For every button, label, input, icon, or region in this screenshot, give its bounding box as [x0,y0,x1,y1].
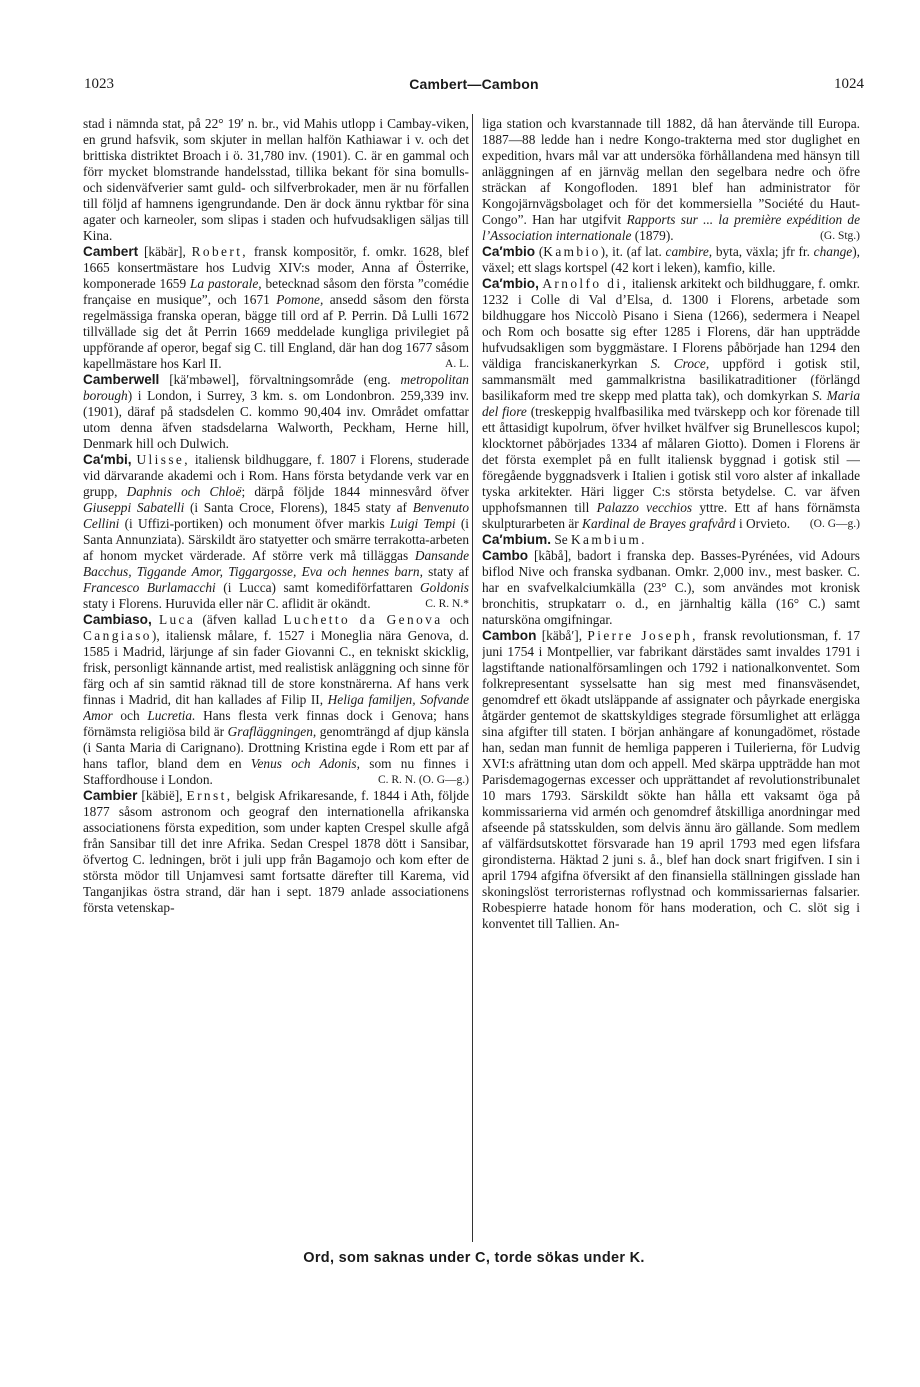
footer-note: Ord, som saknas under C, torde sökas under K. [303,1250,645,1266]
entry-camberwell: Camberwell [kä′mbəwel], förvaltningsområde (eng. metropolitan borough) i London, i Surrey, 3 km. s. om Londonbron. 259,339 inv. (1901), däraf på stadsdelen C. kommo 90,404 inv. Området omfattar utom denna äfven stadsdelarna Walworth, Peckham, Herne hill, Denmark hill och Dulwich. [83,372,469,451]
entry-cambier: Cambier [käbië], Ernst, belgisk Afrikaresande, f. 1844 i Ath, följde 1877 såsom astronom och geograf den internationella afrikanska associationens första expedition, som under kapten Crespel skulle afgå från Sansibar till det inre Afrika. Sedan Crespel 1878 dött i Sansibar, öfvertog C. ledningen, bröt i juli upp från Bagamojo och kom efter de största mödor till Unjamvesi samt fortsatte därefter till Karema, vid Tanganjikas östra strand, där han i sept. 1879 anlade associationens första vetenskap- [83,788,469,915]
running-title: Cambert—Cambon [409,76,539,92]
entry-headword: Cambier [83,788,138,803]
entry-headword: Camberwell [83,372,160,387]
author-signature: (O. G—g.) [809,518,860,530]
continued-paragraph: liga station och kvarstannade till 1882, då han återvände till Europa. 1887—88 ledde han i nedre Kongo-trakterna med stor duglighet en expedition, hvars mål var att undersöka förhållandena med hänsyn till anläggningen af en järnväg mellan den segelbara nedre och öfre sträckan af Kongofloden. 1891 blef han administrator för Kongojärnvägsbolaget och för det kommersiella ”Société du Haut-Congo”. Han har utgifvit Rapports sur ... la première expédition de l’Association internationale (1879). (G. Stg.) [482,116,860,243]
entry-headword: Ca′mbio [482,244,536,259]
entry-cambi: Ca′mbi, Ulisse, italiensk bildhuggare, f. 1807 i Florens, studerade vid därvarande akademi och i Rom. Hans första betydande verk var en grupp, Daphnis och Chloë; därpå följde 1844 minnesvård öfver Giuseppi Sabatelli (i Santa Croce, Florens), 1845 staty af Benvenuto Cellini (i Uffizi-portiken) och monument öfver markis Luigi Tempi (i Santa Annunziata). Särskildt äro statyetter och smärre terrakotta-arbeten af honom mycket värderade. Af större verk må tilläggas Dansande Bacchus, Tiggande Amor, Tiggargosse, Eva och hennes barn, staty af Francesco Burlamacchi (i Lucca) samt komediförfattaren Goldonis staty i Florens. Huruvida eller när C. aflidit är okändt. C. R. N.* [83,452,469,611]
author-signature: (G. Stg.) [820,230,860,242]
entry-cambio-card-game: Ca′mbio (Kambio), it. (af lat. cambire, byta, växla; jfr fr. change), växel; ett slags kortspel (42 kort i leken), kamfio, kille. [482,244,860,275]
entry-headword: Cambiaso, [83,612,152,627]
entry-headword: Cambo [482,548,529,563]
continued-paragraph: stad i nämnda stat, på 22° 19′ n. br., vid Mahis utlopp i Cambay-viken, en grund hafsvik, som skjuter in mellan halfön Kathiawar i v. och det brittiska distriktet Broach i ö. 31,780 inv. (1901). C. är en gammal och förr mycket blomstrande handelsstad, tillika bekant för sina bomulls- och sidenväfverier samt guld- och silfverbrokader, men är nu förfallen till följd af hamnens igengrundande. Den är dock ännu ryktbar för sina agater och karneoler, som slipas i staden och hufvudsakligen säljas till Kina. [83,116,469,243]
author-signature: C. R. N.* [425,598,469,610]
entry-headword: Ca′mbio, [482,276,539,291]
entry-headword: Cambon [482,628,537,643]
entry-cambon: Cambon [käbå′], Pierre Joseph, fransk revolutionsman, f. 17 juni 1754 i Montpellier, var fabrikant därstädes samt invaldes 1791 i lagstiftande nationalförsamlingen och 1792 i nationalkonventet. Som folkrepresentant sysselsatte han sig mest med finansväsendet, genomdref ett ökadt utsläppande af assignater och påyrkade energiska åtgärder gentemot de skattskyldiges stegrade försumlighet att erlägga sina afgifter till staten. I början anhängare af konungadömet, röstade han, sedan man funnit de hemliga papperen i Tuilerierna, för Ludvig XVI:s afrättning utan dom och appell. Med skärpa uppträdde han mot Parisdemagogernas excesser och upprättandet af revolutionstribunalet 10 mars 1793. Särskildt sökte han hålla ett vaksamt öga på kommissarierna vid armén och genomdref åtskilliga anordningar med afseende på statsskulden, som delvis ännu äro gällande. Som medlem af välfärdsutskottet försvarade han 19 april 1793 med egen lifsfara girondisterna. Häktad 2 juni s. å., blef han dock snart frigifven. I sin i april 1794 afgifna öfversikt af den finansiella ställningen gisslade han skoningslöst terroristernas roflystnad och kommissariernas falsarier. Robespierre hatade honom för hans moderation, och C. slöt sig i konventet till Tallien. An- [482,628,860,931]
page-number-left: 1023 [84,76,114,92]
entry-cambo: Cambo [kãbå], badort i franska dep. Basses-Pyrénées, vid Adours biflod Nive och franska sydbanan. Omkr. 2,000 inv., mest basker. C. har en svafvelkalciumkälla (23° C.), som användes mot kronisk bronchitis, strupkatarr o. d., en järnhaltig källa (16° C.) samt natursköna omgifningar. [482,548,860,627]
column-divider [472,114,473,1242]
left-column [83,116,469,1242]
entry-cambio-arnolfo: Ca′mbio, Arnolfo di, italiensk arkitekt och bildhuggare, f. omkr. 1232 i Colle di Val d’Elsa, d. 1300 i Florens, arbetade som bildhuggare hos Niccolò Pisano i Siena (1266), sedermera i Neapel och Rom och bosatte sig efter 1285 i Florens, där han uppträdde hufvudsakligen som byggmästare. I Florens påbörjade han 1294 den väldiga franciskanerkyrkan S. Croce, uppförd i gotisk stil, sammansmält med gammalkristna basilikatraditioner (förlängd basilikaform med tre skepp med platta tak), och domkyrkan S. Maria del fiore (treskeppig hvalfbasilika med tvärskepp och kor förenade till ett åttasidigt kupolrum, öfver hvilket hvälfver sig Brunellescos kupol; klocktornet påbörjades 1334 af målaren Giotto). Domen i Florens är det första exemplet på en fullt italiensk byggnad i gotisk stil — föregående byggnadsverk i Italien i gotisk stil voro alster af inkallade tyska arkitekter. Häri ligger C:s största betydelse. C. var äfven upphofsmannen till Palazzo vecchios yttre. Ett af hans förnämsta skulpturarbeten är Kardinal de Brayes grafvård i Orvieto. (O. G—g.) [482,276,860,531]
entry-cambiaso: Cambiaso, Luca (äfven kallad Luchetto da Genova och Cangiaso), italiensk målare, f. 1527 i Moneglia nära Genova, d. 1585 i Madrid, lärjunge af sin fader Giovanni C., en tekniskt skicklig, frisk, personligt kännande artist, med realistisk anläggning och sinne för färg och af sin samtid räknad till de store konstnärerna. Af hans verk finnas i Madrid, dit han kallades af Filip II, Heliga familjen, Sofvande Amor och Lucretia. Hans flesta verk finnas dock i Genova; hans förnämsta religiösa bild är Grafläggningen, genomträngd af djup känsla (i Santa Maria di Carignano). Drottning Kristina egde i Rom ett par af hans taflor, bland dem en Venus och Adonis, som nu finnes i Staffordhouse i London. C. R. N. (O. G—g.) [83,612,469,787]
page-number-right: 1024 [834,76,864,92]
entry-cambium: Ca′mbium. Se Kambium. [482,532,647,547]
entry-headword: Ca′mbium. [482,532,551,547]
page-header [84,76,864,98]
author-signature: C. R. N. (O. G—g.) [377,774,469,786]
entry-headword: Ca′mbi, [83,452,132,467]
entry-cambert: Cambert [käbär], Robert, fransk kompositör, f. omkr. 1628, blef 1665 konsertmästare hos Ludvig XIV:s moder, Anna af Österrike, komponerade 1659 La pastorale, betecknad såsom den första ”comédie française en musique”, och 1671 Pomone, ansedd såsom den första regelmässiga franska operan, bägge till ord af P. Perrin. Då Lulli 1672 tillvällade sig det åt Perrin 1669 meddelade kungliga privilegiet på uppförande af operor, begaf sig C. till England, där han dog 1677 såsom kapellmästare hos Karl II. A. L. [83,244,469,371]
entry-headword: Cambert [83,244,139,259]
right-column [482,116,860,1242]
author-signature: A. L. [445,358,469,370]
